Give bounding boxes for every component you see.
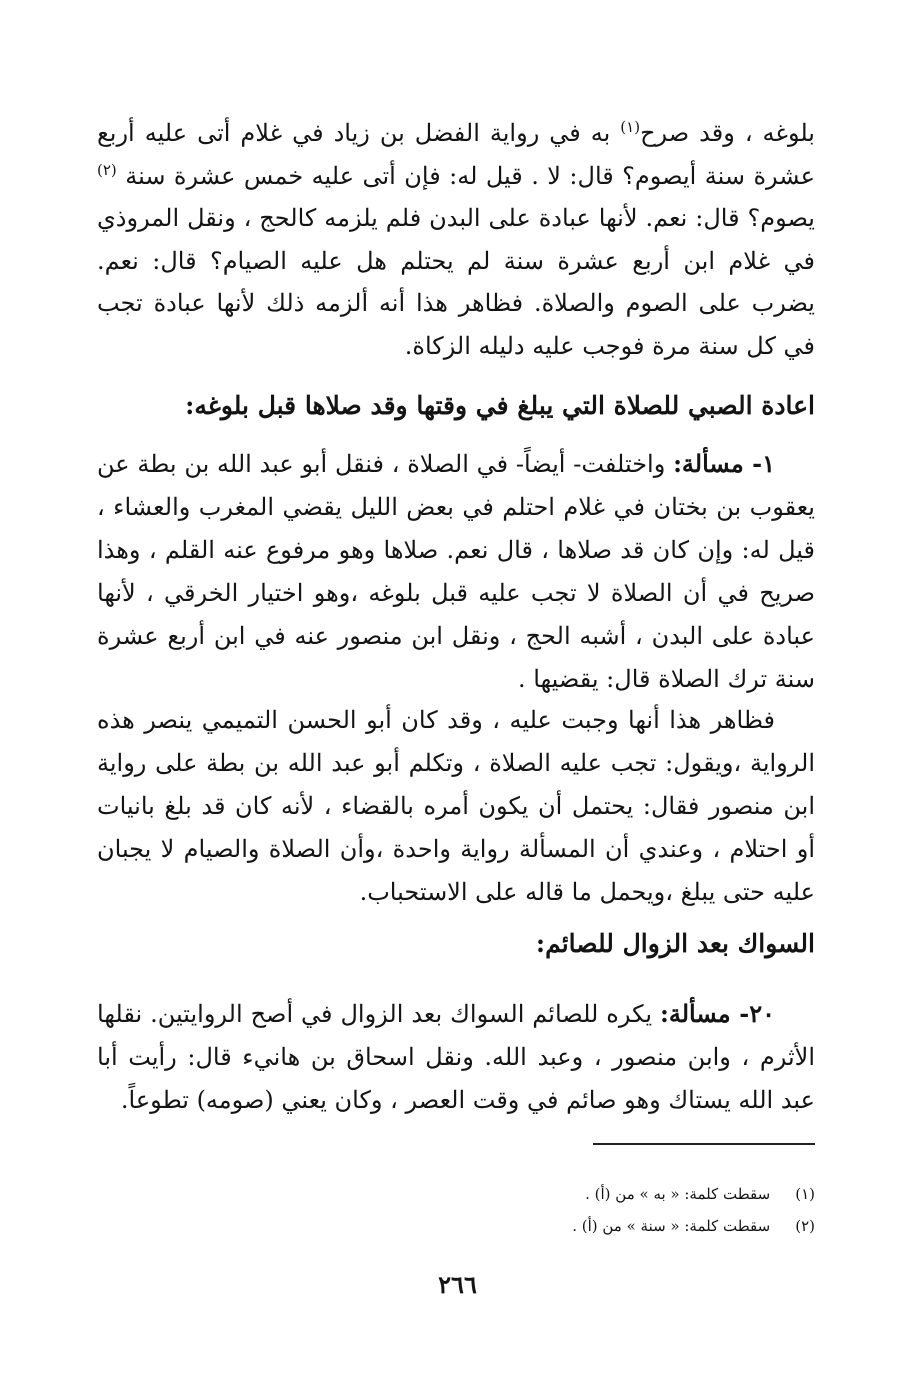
issue-20-body: يكره للصائم السواك بعد الزوال في أصح الروايتين. نقلها الأثرم ، وابن منصور ، وعبد الله. ونقل اسحاق بن هانيء قال: رأيت أبا عبد الله يستاك وهو صائم في وقت العصر ، وكان يعني (صومه) تطوعاً. <box>97 1000 815 1114</box>
text-run: يصوم؟ قال: نعم. لأنها عبادة على البدن فلم يلزمه كالحج ، ونقل المروذي في غلام ابن أربع عشرة سنة لم يحتلم هل عليه الصيام؟ قال: نعم. يضرب على الصوم والصلاة. فظاهر هذا أنه ألزمه ذلك لأنها عبادة تجب في كل سنة مرة فوجب عليه دليله الزكاة. <box>97 204 815 360</box>
footnote-ref-2: (٢) <box>97 160 117 179</box>
issue-1-text <box>97 442 815 701</box>
footnote-1-number: (١) <box>795 1185 815 1203</box>
text-run: بلوغه ، وقد صرح <box>640 119 815 147</box>
footnote-2 <box>97 1215 815 1237</box>
footnote-2-text: سقطت كلمة: « سنة » من (أ) . <box>572 1217 771 1235</box>
issue-20-label: ٢٠- مسألة: <box>659 999 775 1028</box>
issue-1-paragraph <box>97 442 815 701</box>
footnote-2-number: (٢) <box>795 1217 815 1235</box>
issue-1-body: واختلفت- أيضاً- في الصلاة ، فنقل أبو عبد الله بن بطة عن يعقوب بن بختان في غلام احتلم في بعض الليل يقضي المغرب والعشاء ، قيل له: وإن كان قد صلاها ، قال نعم. صلاها وهو مرفوع عنه القلم ، وهذا صريح في أن الصلاة لا تجب عليه قبل بلوغه ،وهو اختيار الخرقي ، لأنها عبادة على البدن ، أشبه الحج ، ونقل ابن منصور عنه في ابن أربع عشرة سنة ترك الصلاة قال: يقضيها . <box>97 450 815 693</box>
footnote-1 <box>97 1183 815 1205</box>
footnote-1-text: سقطت كلمة: « به » من (أ) . <box>585 1185 771 1203</box>
issue-1-second-text: فظاهر هذا أنها وجبت عليه ، وقد كان أبو الحسن التميمي ينصر هذه الرواية ،ويقول: تجب عليه الصلاة ، وتكلم أبو عبد الله بن بطة على رواية ابن منصور فقال: يحتمل أن يكون أمره بالقضاء ، لأنه كان قد بلغ بانيات أو احتلام ، وعندي أن المسألة رواية واحدة ،وأن الصلاة والصيام لا يجبان عليه حتى يبلغ ،ويحمل ما قاله على الاستحباب. <box>97 706 815 906</box>
footnote-ref-1: (١) <box>620 118 641 136</box>
text-run: به في رواية الفضل بن زياد في غلام أتى عليه أربع عشرة سنة أيصوم؟ قال: لا . قيل له: فإن أتى عليه خمس عشرة سنة <box>97 119 815 190</box>
issue-20-paragraph <box>97 992 815 1122</box>
page-number: ٢٦٦ <box>438 1270 477 1299</box>
issue-20-text <box>97 992 815 1122</box>
footnote-divider <box>593 1143 815 1145</box>
opening-paragraph-text <box>97 112 815 367</box>
section-heading-siwak: السواك بعد الزوال للصائم: <box>535 929 815 958</box>
section-heading-prayer: اعادة الصبي للصلاة التي يبلغ في وقتها وقد صلاها قبل بلوغه: <box>185 391 815 420</box>
opening-paragraph <box>97 112 815 367</box>
issue-1-label: ١- مسألة: <box>673 449 776 478</box>
issue-1-second-paragraph <box>97 699 815 914</box>
